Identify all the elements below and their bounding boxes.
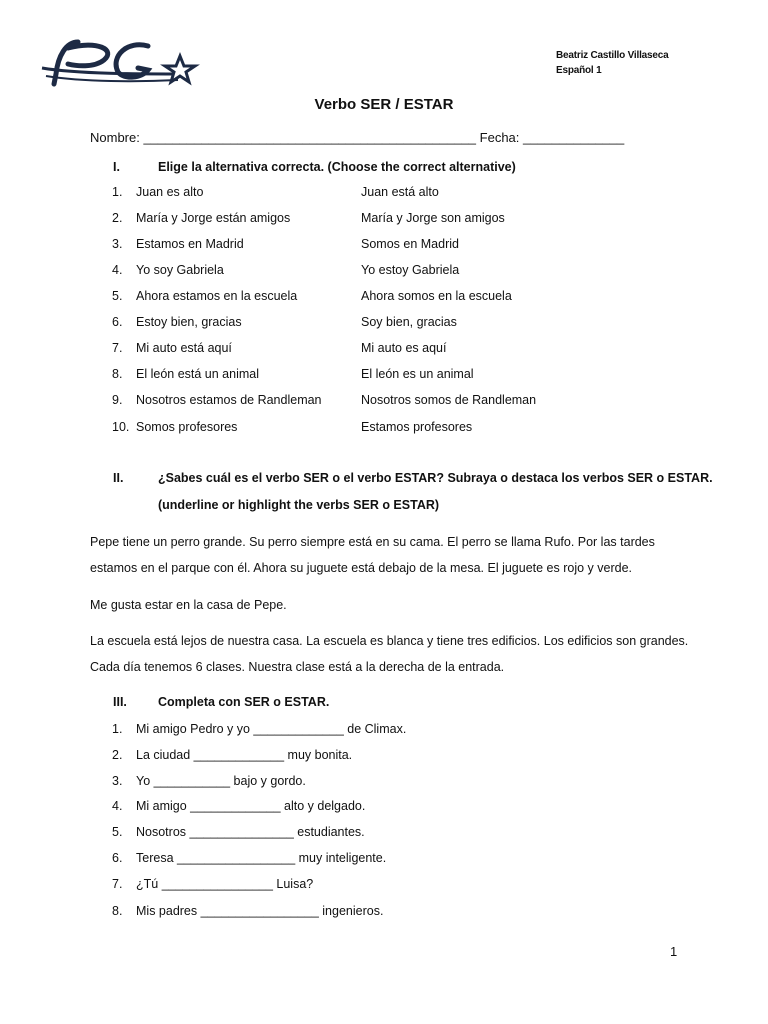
- section-1-text: Elige la alternativa correcta. (Choose the correct alternative): [158, 160, 516, 174]
- reading-paragraph-1: Pepe tiene un perro grande. Su perro siempre está en su cama. El perro se llama Rufo. Por las tardes estamos en el parque con él. Ahora su juguete está debajo de la mesa. El juguete es rojo y verde.: [90, 535, 655, 575]
- list-item-alternative: Estamos profesores: [361, 420, 473, 434]
- section-1-number: I.: [113, 160, 120, 174]
- list-item: 7. ¿Tú ________________ Luisa?: [112, 877, 314, 891]
- list-item: 9. Nosotros estamos de Randleman: [112, 393, 322, 407]
- list-item-alternative: Mi auto es aquí: [361, 341, 447, 355]
- worksheet-title: Verbo SER / ESTAR: [314, 96, 454, 113]
- reading-paragraph-2: Me gusta estar en la casa de Pepe.: [90, 598, 287, 612]
- section-3-text: Completa con SER o ESTAR.: [158, 695, 330, 709]
- list-item-alternative: Yo estoy Gabriela: [361, 263, 460, 277]
- list-item: 3. Estamos en Madrid: [112, 237, 244, 251]
- list-item: 5. Nosotros _______________ estudiantes.: [112, 825, 365, 839]
- pg-star-logo: [38, 34, 208, 94]
- list-item-alternative: Nosotros somos de Randleman: [361, 393, 537, 407]
- reading-paragraph-3: La escuela está lejos de nuestra casa. La escuela es blanca y tiene tres edificios. Los edificios son grandes. Cada día tenemos 6 clases. Nuestra clase está a la derecha de la entrada.: [90, 634, 689, 674]
- list-item: 7. Mi auto está aquí: [112, 341, 232, 355]
- list-item-alternative: Juan está alto: [361, 185, 439, 199]
- list-item: 5. Ahora estamos en la escuela: [112, 289, 298, 303]
- section-2-text-line1: ¿Sabes cuál es el verbo SER o el verbo ESTAR? Subraya o destaca los verbos SER o ESTAR.: [158, 471, 713, 485]
- section-2-number: II.: [113, 471, 124, 485]
- list-item-alternative: El león es un animal: [361, 367, 474, 381]
- list-item-alternative: Somos en Madrid: [361, 237, 459, 251]
- list-item: 8. El león está un animal: [112, 367, 259, 381]
- author-name: Beatriz Castillo Villaseca: [556, 50, 669, 61]
- section-2-text-line2: (underline or highlight the verbs SER o ESTAR): [158, 498, 440, 512]
- list-item: 10. Somos profesores: [112, 420, 238, 434]
- list-item: 2. María y Jorge están amigos: [112, 211, 291, 225]
- list-item: 4. Yo soy Gabriela: [112, 263, 224, 277]
- name-date-line: Nombre: ______________________________________________ Fecha: ______________: [90, 130, 625, 145]
- author-header: [556, 48, 669, 76]
- section-3-number: III.: [113, 695, 127, 709]
- list-item-alternative: Soy bien, gracias: [361, 315, 457, 329]
- list-item: 2. La ciudad _____________ muy bonita.: [112, 748, 353, 762]
- list-item: 1. Juan es alto: [112, 185, 204, 199]
- list-item: 4. Mi amigo _____________ alto y delgado.: [112, 799, 366, 813]
- list-item: 3. Yo ___________ bajo y gordo.: [112, 774, 306, 788]
- list-item: 6. Teresa _________________ muy inteligente.: [112, 851, 387, 865]
- list-item-alternative: María y Jorge son amigos: [361, 211, 505, 225]
- list-item: 8. Mis padres _________________ ingenieros.: [112, 904, 384, 918]
- list-item: 1. Mi amigo Pedro y yo _____________ de Climax.: [112, 722, 407, 736]
- author-subline: Español 1: [556, 65, 602, 76]
- list-item: 6. Estoy bien, gracias: [112, 315, 242, 329]
- page-number: 1: [670, 944, 678, 959]
- list-item-alternative: Ahora somos en la escuela: [361, 289, 512, 303]
